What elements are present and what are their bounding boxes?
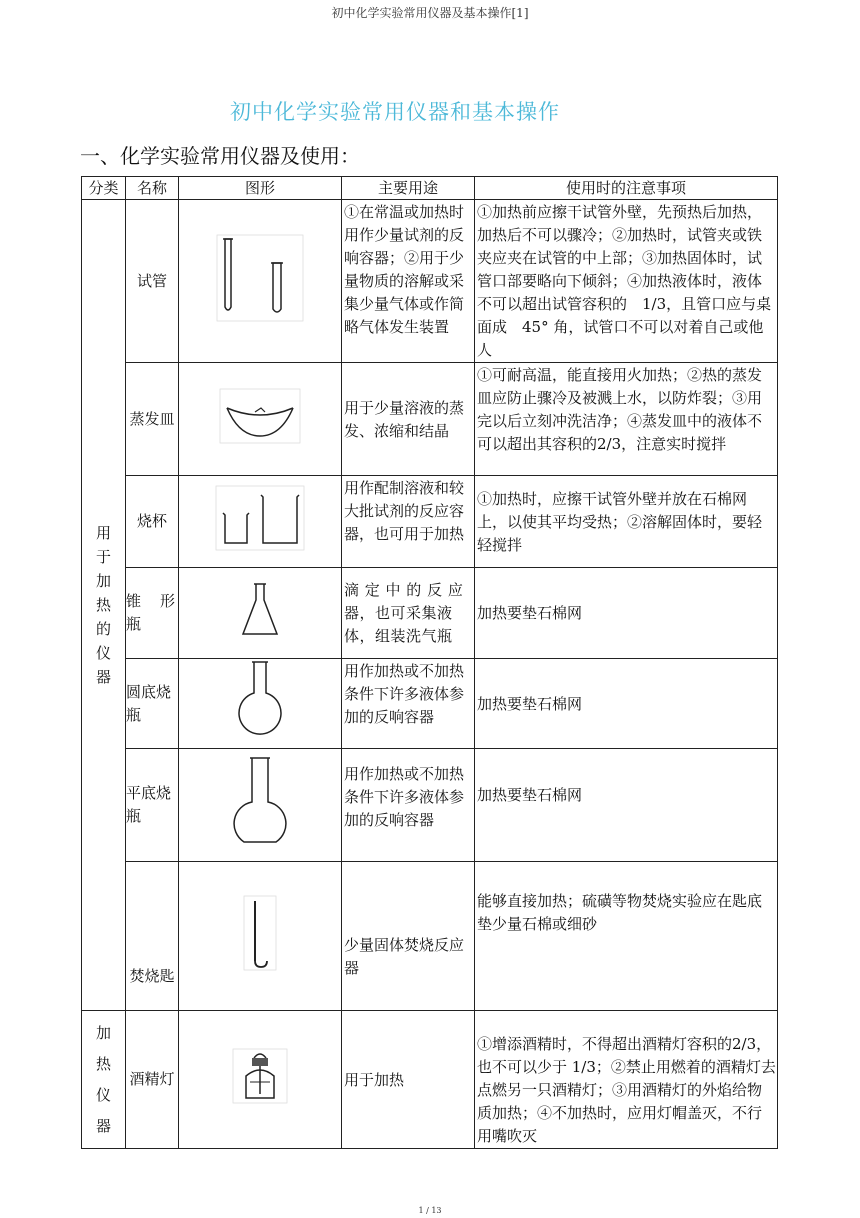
page-title: 初中化学实验常用仪器和基本操作 [230, 100, 560, 124]
instrument-name: 烧杯 [126, 476, 179, 568]
round-bottom-flask-icon [235, 660, 285, 740]
flat-bottom-flask-icon [232, 754, 288, 850]
instrument-table [81, 176, 778, 1149]
instrument-use: 用于加热 [342, 1011, 475, 1149]
test-tube-icon [215, 233, 305, 323]
table-row [82, 568, 778, 659]
instrument-use: 用作配制溶液和较大批试剂的反应容器，也可用于加热 [342, 476, 475, 568]
instrument-name: 锥 形瓶 [126, 568, 179, 659]
instrument-notes: 加热要垫石棉网 [475, 749, 778, 862]
conical-flask-icon [240, 582, 280, 638]
header-category: 分类 [82, 177, 126, 200]
instrument-notes: ①增添酒精时，不得超出酒精灯容积的2/3，也不可以少于 1/3；②禁止用燃着的酒精灯去点燃另一只酒精灯；③用酒精灯的外焰给物质加热；④不加热时，应用灯帽盖灭，不行用嘴吹灭 [475, 1011, 778, 1149]
evaporating-dish-figure [179, 363, 342, 476]
instrument-notes: ①加热前应擦干试管外壁，先预热后加热，加热后不可以骤冷；②加热时，试管夹或铁夹应夹在试管的中上部；③加热固体时，试管口部要略向下倾斜；④加热液体时，液体不可以超出试管容积的 1/3，且管口应与桌面成 45° 角，试管口不可以对着自己或他人 [475, 200, 778, 363]
page-number: 1 / 13 [418, 1206, 442, 1215]
table-row [82, 363, 778, 476]
flat-bottom-flask-figure [179, 749, 342, 862]
instrument-notes: 能够直接加热；硫磺等物焚烧实验应在匙底垫少量石棉或细砂 [475, 862, 778, 1011]
test-tube-figure [179, 200, 342, 363]
category-heat-source-cell [82, 1011, 126, 1149]
category-label: 用于加热的仪器 [95, 524, 111, 686]
table-row [82, 749, 778, 862]
instrument-notes: ①可耐高温，能直接用火加热；②热的蒸发皿应防止骤冷及被溅上水，以防炸裂；③用完以后立刻冲洗洁净；④蒸发皿中的液体不可以超出其容积的2/3，注意实时搅拌 [475, 363, 778, 476]
table-row [82, 1011, 778, 1149]
instrument-name: 试管 [126, 200, 179, 363]
instrument-notes: 加热要垫石棉网 [475, 568, 778, 659]
header-use: 主要用途 [342, 177, 475, 200]
document-header: 初中化学实验常用仪器及基本操作[1] [331, 6, 529, 20]
beaker-figure [179, 476, 342, 568]
alcohol-lamp-icon [232, 1048, 288, 1104]
header-notes: 使用时的注意事项 [475, 177, 778, 200]
table-row [82, 862, 778, 1011]
table-row [82, 476, 778, 568]
instrument-name: 平底烧瓶 [126, 749, 179, 862]
instrument-use: 用于少量溶液的蒸发、浓缩和结晶 [342, 363, 475, 476]
instrument-notes: ①加热时，应擦干试管外壁并放在石棉网上，以使其平均受热；②溶解固体时，要轻轻搅拌 [475, 476, 778, 568]
instrument-notes: 加热要垫石棉网 [475, 659, 778, 749]
round-bottom-flask-figure [179, 659, 342, 749]
instrument-name: 焚烧匙 [126, 862, 179, 1011]
instrument-use: ①在常温或加热时用作少量试剂的反响容器；②用于少量物质的溶解或采集少量气体或作简略气体发生装置 [342, 200, 475, 363]
instrument-use: 用作加热或不加热条件下许多液体参加的反响容器 [342, 749, 475, 862]
table-header-row [82, 177, 778, 200]
section-heading: 一、化学实验常用仪器及使用： [80, 144, 360, 168]
category-label: 加热仪器 [95, 1023, 111, 1135]
table-row [82, 659, 778, 749]
instrument-use: 少量固体焚烧反应器 [342, 862, 475, 1011]
evaporating-dish-icon [219, 388, 301, 444]
beaker-icon [215, 485, 305, 551]
category-heating-cell [82, 200, 126, 1011]
instrument-name: 圆底烧瓶 [126, 659, 179, 749]
combustion-spoon-icon [243, 895, 277, 971]
table-row [82, 200, 778, 363]
combustion-spoon-figure [179, 862, 342, 1011]
instrument-name: 蒸发皿 [126, 363, 179, 476]
header-name: 名称 [126, 177, 179, 200]
instrument-use: 用作加热或不加热条件下许多液体参加的反响容器 [342, 659, 475, 749]
instrument-use: 滴 定 中 的 反 应器，也可采集液体，组装洗气瓶 [342, 568, 475, 659]
instrument-name: 酒精灯 [126, 1011, 179, 1149]
header-figure: 图形 [179, 177, 342, 200]
conical-flask-figure [179, 568, 342, 659]
alcohol-lamp-figure [179, 1011, 342, 1149]
